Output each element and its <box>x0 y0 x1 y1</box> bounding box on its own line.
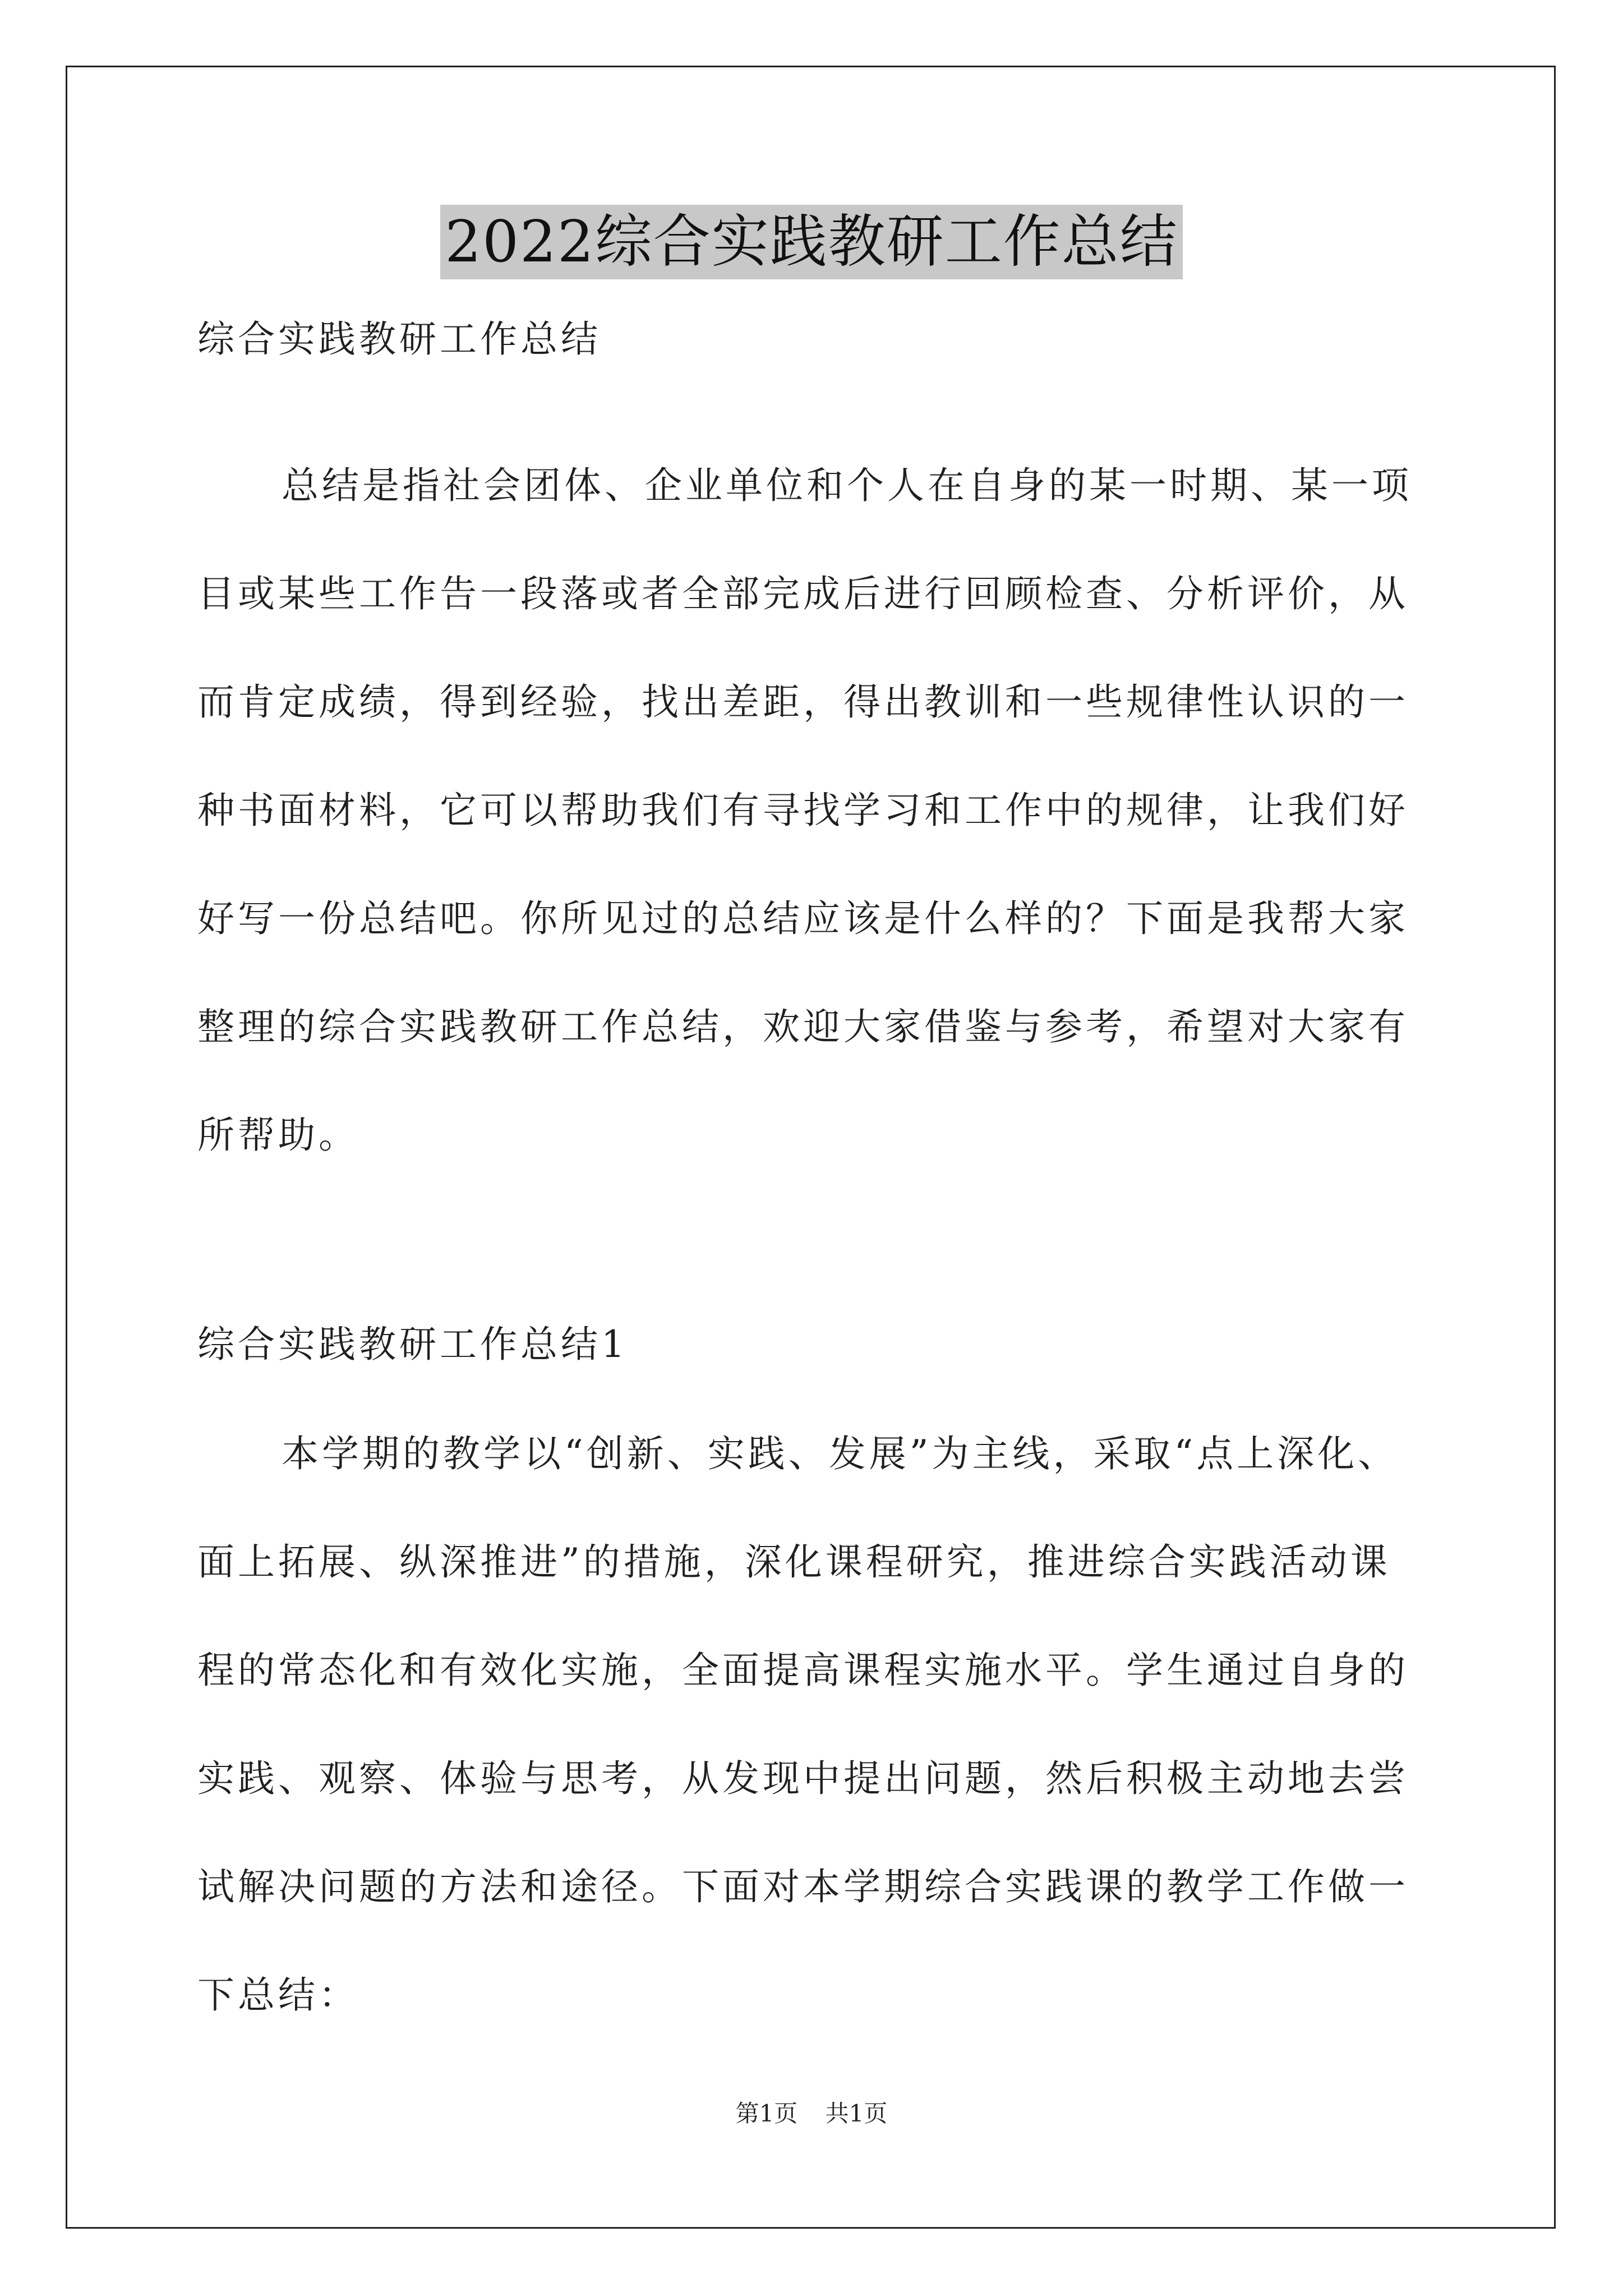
title-container <box>0 205 1623 279</box>
intro-line: 好写一份总结吧。你所见过的总结应该是什么样的？下面是我帮大家 <box>197 897 1409 940</box>
intro-line: 种书面材料，它可以帮助我们有寻找学习和工作中的规律，让我们好 <box>197 789 1409 832</box>
section-line: 程的常态化和有效化实施，全面提高课程实施水平。学生通过自身的 <box>197 1649 1409 1692</box>
intro-line: 整理的综合实践教研工作总结，欢迎大家借鉴与参考，希望对大家有 <box>197 1005 1409 1048</box>
page-number-total: 共1页 <box>825 2100 888 2127</box>
section-line: 本学期的教学以“创新、实践、发展”为主线，采取“点上深化、 <box>282 1432 1399 1475</box>
page-number-current: 第1页 <box>735 2100 798 2127</box>
intro-line: 而肯定成绩，得到经验，找出差距，得出教训和一些规律性认识的一 <box>197 680 1409 724</box>
section-line: 面上拓展、纵深推进”的措施，深化课程研究，推进综合实践活动课 <box>197 1540 1391 1584</box>
section-line: 试解决问题的方法和途径。下面对本学期综合实践课的教学工作做一 <box>197 1865 1409 1908</box>
section-line: 实践、观察、体验与思考，从发现中提出问题，然后积极主动地去尝 <box>197 1757 1409 1800</box>
document-title: 2022综合实践教研工作总结 <box>440 205 1183 279</box>
section-line: 下总结： <box>197 1973 359 2017</box>
subtitle: 综合实践教研工作总结 <box>197 318 601 361</box>
page-footer <box>0 2095 1623 2129</box>
intro-line: 目或某些工作告一段落或者全部完成后进行回顾检查、分析评价，从 <box>197 572 1409 615</box>
section-heading: 综合实践教研工作总结1 <box>197 1323 628 1366</box>
intro-line: 所帮助。 <box>197 1114 359 1157</box>
intro-line: 总结是指社会团体、企业单位和个人在自身的某一时期、某一项 <box>282 464 1412 507</box>
